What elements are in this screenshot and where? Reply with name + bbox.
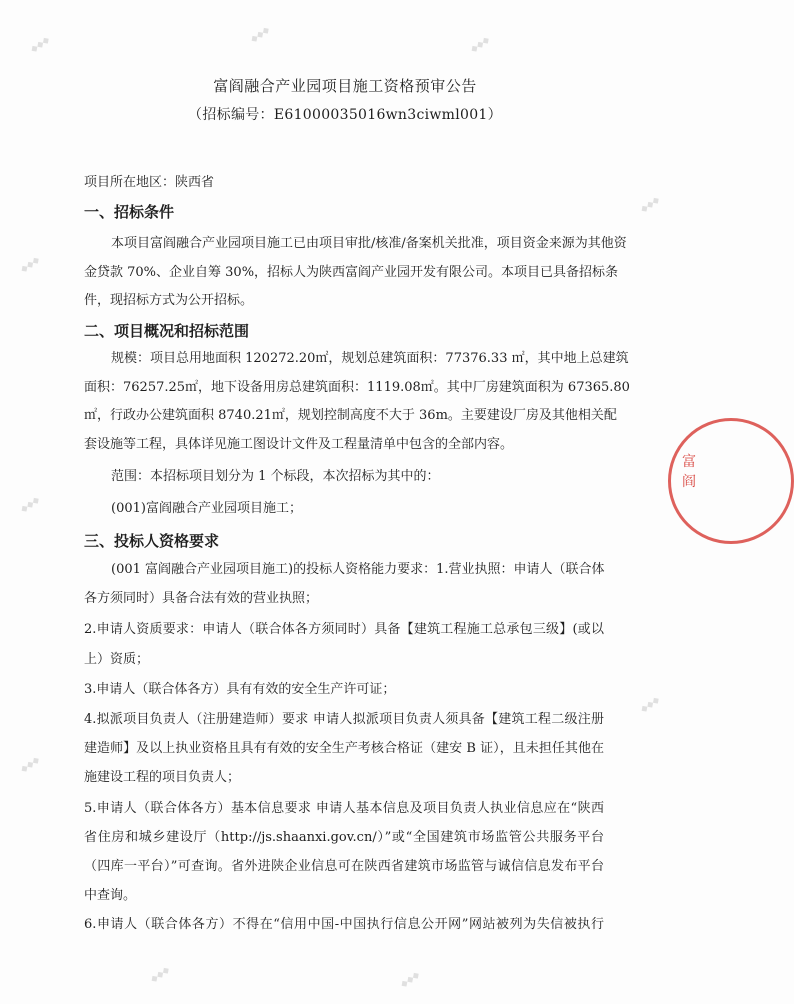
paragraph-line: (001 富阎融合产业园项目施工)的投标人资格能力要求：1.营业执照：申请人（联合体 [111,562,605,577]
paragraph-line: 范围：本招标项目划分为 1 个标段，本次招标为其中的： [111,469,440,484]
watermark: ◆◆◆ [29,34,52,56]
paragraph-line: 省住房和城乡建设厅（http://js.shaanxi.gov.cn/）”或“全国建筑市场监管公共服务平台 [84,830,604,845]
watermark: ◆◆◆ [249,24,272,46]
paragraph-line: 4.拟派项目负责人（注册建造师）要求 申请人拟派项目负责人须具备【建筑工程二级注册 [84,712,604,727]
paragraph-line: 中查询。 [84,888,137,903]
paragraph-line: 面积：76257.25㎡，地下设备用房总建筑面积：1119.08㎡。其中厂房建筑面积为 67365.80 [84,380,630,395]
paragraph-line: 套设施等工程，具体详见施工图设计文件及工程量清单中包含的全部内容。 [84,437,514,452]
paragraph-line: 各方须同时）具备合法有效的营业执照； [84,591,319,606]
watermark: ◆◆◆ [469,34,492,56]
paragraph-line: (001)富阎融合产业园项目施工； [111,501,302,516]
paragraph-line: 3.申请人（联合体各方）具有有效的安全生产许可证； [84,682,396,697]
watermark: ◆◆◆ [19,754,42,776]
paragraph-line: 2.申请人资质要求：申请人（联合体各方须同时）具备【建筑工程施工总承包三级】(或以 [84,622,604,637]
page-title: 富阎融合产业园项目施工资格预审公告 [213,77,477,95]
watermark: ◆◆◆ [639,694,662,716]
watermark: ◆◆◆ [19,494,42,516]
paragraph-line: 本项目富阎融合产业园项目施工已由项目审批/核准/备案机关批准，项目资金来源为其他资 [111,236,627,251]
paragraph-line: （四库一平台）”可查询。省外进陕企业信息可在陕西省建筑市场监管与诚信信息发布平台 [84,859,604,874]
watermark: ◆◆◆ [639,194,662,216]
paragraph-line: 施建设工程的项目负责人； [84,770,241,785]
paragraph-line: 建造师】及以上执业资格且具有有效的安全生产考核合格证（建安 B 证），且未担任其他在 [84,741,604,756]
project-location: 项目所在地区：陕西省 [84,175,215,190]
watermark: ◆◆◆ [399,969,422,991]
paragraph-line: ㎡，行政办公建筑面积 8740.21㎡，规划控制高度不大于 36m。主要建设厂房及其他相关配 [84,408,617,423]
watermark: ◆◆◆ [19,254,42,276]
watermark: ◆◆◆ [149,964,172,986]
paragraph-line: 件，现招标方式为公开招标。 [84,293,254,308]
title-block [0,76,690,125]
paragraph-line: 规模：项目总用地面积 120272.20㎡，规划总建筑面积：77376.33 ㎡，其中地上总建筑 [111,351,629,366]
paragraph-line: 6.申请人（联合体各方）不得在“信用中国-中国执行信息公开网”网站被列为失信被执行 [84,917,604,932]
paragraph-line: 5.申请人（联合体各方）基本信息要求 申请人基本信息及项目负责人执业信息应在“陕西 [84,801,604,816]
section-heading-3: 三、投标人资格要求 [84,532,220,550]
paragraph-line: 上）资质； [84,652,150,667]
seal-text: 富阎 [682,454,696,490]
section-heading-1: 一、招标条件 [84,203,175,221]
tender-number: （招标编号：E61000035016wn3ciwml001） [188,107,502,123]
section-heading-2: 二、项目概况和招标范围 [84,322,250,340]
paragraph-line: 金贷款 70%、企业自筹 30%，招标人为陕西富阎产业园开发有限公司。本项目已具备招标条 [84,265,619,280]
